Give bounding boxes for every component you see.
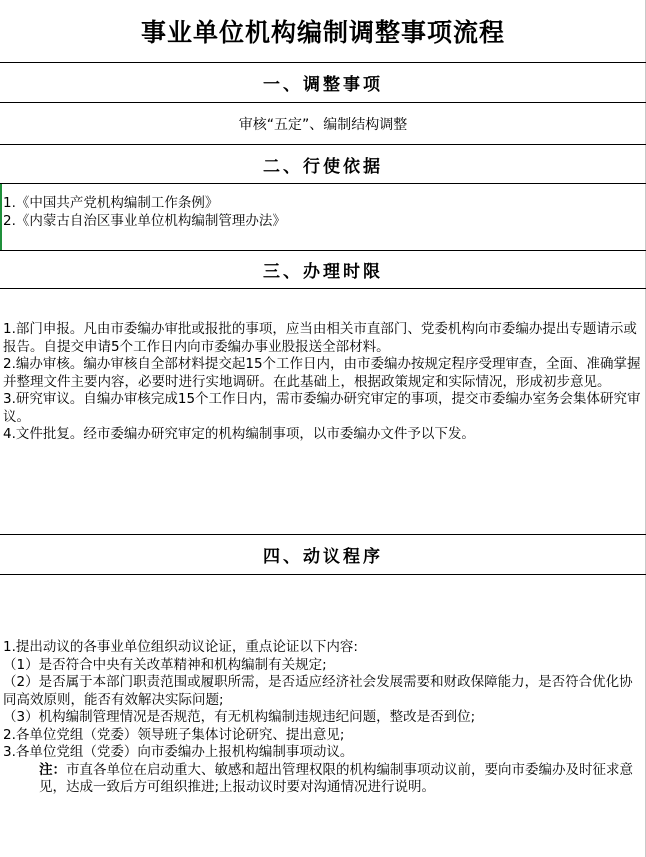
motion-procedure-paragraph: （2）是否属于本部门职责范围或履职所需，是否适应经济社会发展需要和财政保障能力，是否符合优化协同高效原则，能否有效解决实际问题; bbox=[3, 674, 633, 708]
legal-basis-item: 1.《中国共产党机构编制工作条例》 bbox=[3, 195, 219, 211]
page-title: 事业单位机构编制调整事项流程 bbox=[140, 18, 505, 47]
legal-basis-item: 2.《内蒙古自治区事业单位机构编制管理办法》 bbox=[3, 212, 286, 229]
motion-procedure-paragraph: 3.各单位党组（党委）向市委编办上报机构编制事项动议。 bbox=[3, 744, 354, 760]
motion-procedure-note bbox=[3, 762, 642, 797]
time-limit-paragraph: 3.研究审议。自编办审核完成15个工作日内，需市委编办研究审定的事项，提交市委编办室务会集体研究审议。 bbox=[3, 391, 641, 425]
motion-procedure-content bbox=[0, 574, 646, 857]
adjustment-items-content: 审核“五定”、编制结构调整 bbox=[0, 102, 646, 144]
motion-procedure-paragraph: 1.提出动议的各事业单位组织动议论证，重点论证以下内容: bbox=[3, 639, 358, 655]
motion-procedure-paragraph: 2.各单位党组（党委）领导班子集体讨论研究、提出意见; bbox=[3, 726, 345, 743]
motion-procedure-paragraph: （3）机构编制管理情况是否规范，有无机构编制违规违纪问题，整改是否到位; bbox=[3, 709, 476, 725]
time-limit-paragraph: 4.文件批复。经市委编办研究审定的机构编制事项，以市委编办文件予以下发。 bbox=[3, 426, 475, 442]
motion-procedure-paragraph: （1）是否符合中央有关改革精神和机构编制有关规定; bbox=[3, 656, 327, 673]
section-heading-legal-basis: 二、行使依据 bbox=[0, 144, 646, 183]
selected-cell-indicator bbox=[0, 184, 2, 251]
note-label: 注： bbox=[39, 761, 66, 778]
note-text: 市直各单位在启动重大、敏感和超出管理权限的机构编制事项动议前，要向市委编办及时征求意见，达成一致后方可组织推进;上报动议时要对沟通情况进行说明。 bbox=[39, 761, 633, 795]
section-heading-adjustment-items: 一、调整事项 bbox=[0, 62, 646, 102]
time-limit-paragraph: 1.部门申报。凡由市委编办审批或报批的事项，应当由相关市直部门、党委机构向市委编办提出专题请示或报告。自提交申请5个工作日内向市委编办事业股报送全部材料。 bbox=[3, 321, 637, 355]
section-heading-motion-procedure: 四、动议程序 bbox=[0, 534, 646, 574]
section-heading-time-limit: 三、办理时限 bbox=[0, 250, 646, 288]
legal-basis-list bbox=[0, 183, 646, 250]
time-limit-content bbox=[0, 288, 646, 534]
time-limit-paragraph: 2.编办审核。编办审核自全部材料提交起15个工作日内，由市委编办按规定程序受理审查，全面、准确掌握并整理文件主要内容，必要时进行实地调研。在此基础上，根据政策规定和实际情况，形成初步意见。 bbox=[3, 356, 641, 390]
